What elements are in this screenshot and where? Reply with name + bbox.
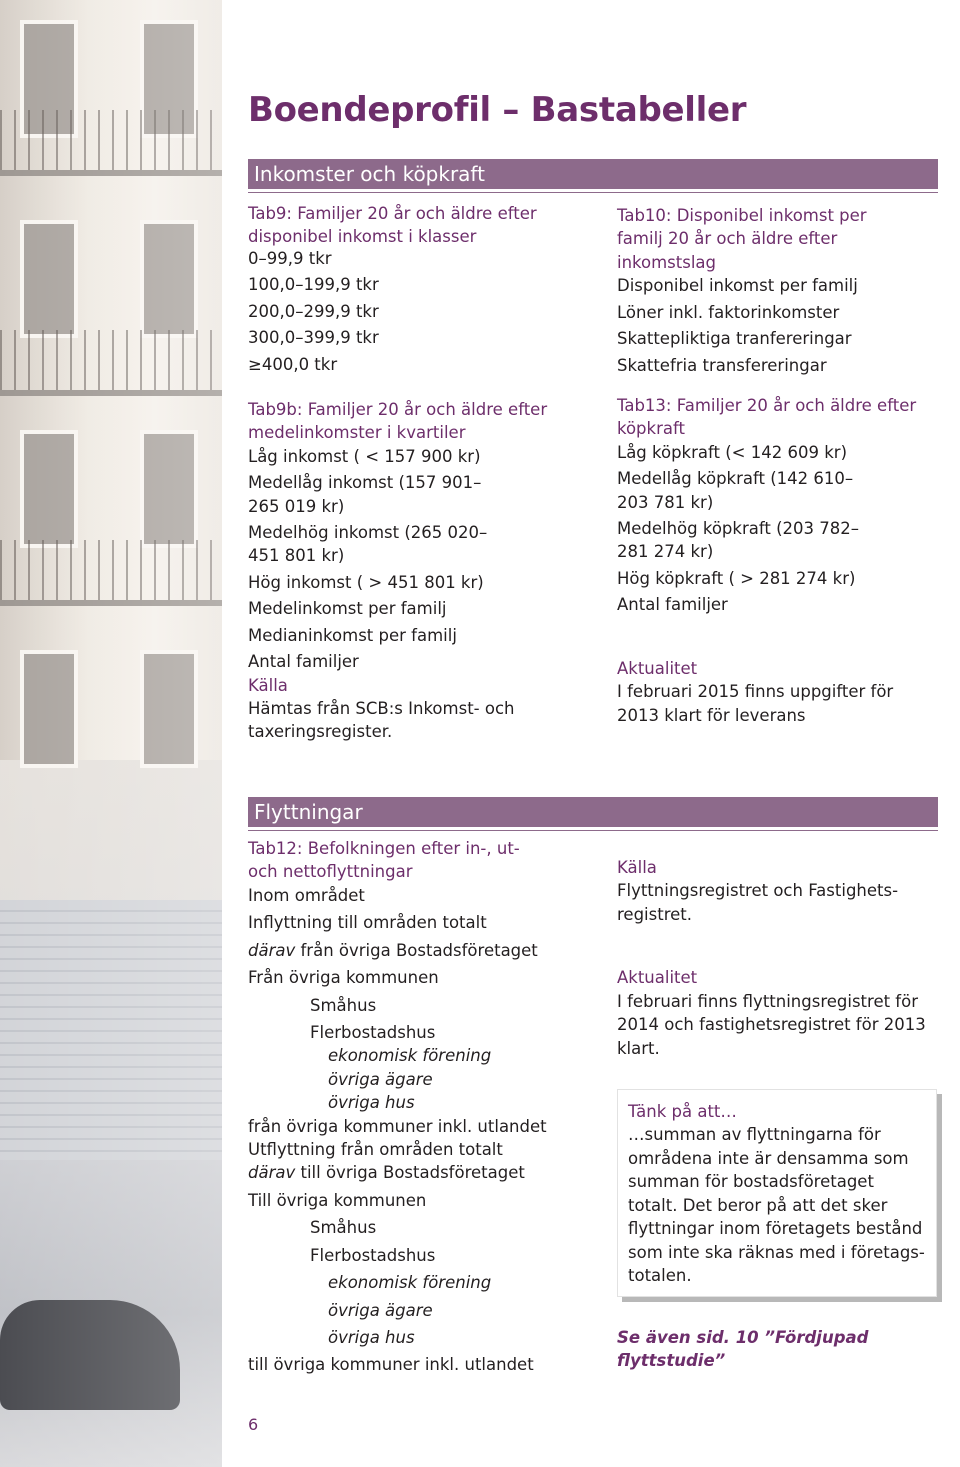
tab9b-row: 451 801 kr) (248, 546, 345, 566)
column-right-income (617, 204, 937, 727)
tip-text: …summan av flyttningarna för områdena inte är densamma som summan för bostadsföretaget totalt. Det beror på att det sker flyttningar inom företagets bestånd som inte ska räknas med i företags-totalen. (628, 1125, 925, 1285)
building-photo (0, 0, 222, 1467)
column-left-moves (248, 837, 588, 1377)
tip-box (617, 1089, 937, 1297)
tab12-heading: Tab12: Befolkningen efter in-, ut- och nettoflyttningar (248, 839, 520, 882)
tab13-row: 203 781 kr) (617, 492, 714, 512)
tab9b-heading: Tab9b: Familjer 20 år och äldre efter medelinkomster i kvartiler (248, 399, 548, 443)
tab9b-row: Medianinkomst per familj (248, 625, 457, 645)
tab9b-row: Medellåg inkomst (157 901– (248, 473, 482, 493)
tab9b-row: Medelhög inkomst (265 020– (248, 523, 488, 543)
tab10-heading: Tab10: Disponibel inkomst per familj 20 år och äldre efter inkomstslag (617, 206, 867, 272)
emphasis: därav (248, 1163, 296, 1183)
column-right-moves (617, 856, 937, 1060)
tab12-row: till övriga kommuner inkl. utlandet (248, 1355, 534, 1375)
tab9b-row: Hög inkomst ( > 451 801 kr) (248, 572, 484, 592)
tab12-row-text: till övriga Bostadsföretaget (295, 1163, 525, 1183)
source-label: Källa (248, 675, 288, 695)
tab12-row: från övriga kommuner inkl. utlandet (248, 1116, 547, 1136)
tab13-row: Antal familjer (617, 595, 728, 615)
tab12-row: Från övriga kommunen (248, 968, 439, 988)
section-heading-income: Inkomster och köpkraft (248, 159, 938, 189)
tab12-row: Småhus (310, 1218, 377, 1238)
tab13-row: Hög köpkraft ( > 281 274 kr) (617, 568, 856, 588)
tab13-row: Låg köpkraft (< 142 609 kr) (617, 442, 848, 462)
emphasis: därav (248, 940, 296, 960)
tab9b-row: Låg inkomst ( < 157 900 kr) (248, 446, 481, 466)
tab12-row-text: från övriga Bostadsföretaget (295, 940, 538, 960)
tip-heading: Tänk på att… (628, 1102, 737, 1121)
tab12-row: Inom området (248, 885, 365, 905)
source-text: Flyttningsregistret och Fastighets-registret. (617, 881, 899, 924)
tab13-row: Medellåg köpkraft (142 610– (617, 469, 854, 489)
tab9-row: 0–99,9 tkr (248, 248, 332, 268)
tab10-row: Skattepliktiga tranfereringar (617, 329, 852, 349)
updated-label: Aktualitet (617, 968, 698, 988)
tab12-row: övriga ägare (328, 1069, 433, 1089)
tab9-row: 100,0–199,9 tkr (248, 275, 379, 295)
see-also: Se även sid. 10 ”Fördjupad flyttstudie” (617, 1328, 869, 1371)
updated-text: I februari 2015 finns uppgifter för 2013 klart för leverans (617, 682, 894, 725)
tab9-row: 200,0–299,9 tkr (248, 301, 379, 321)
tab9b-row: Medelinkomst per familj (248, 599, 447, 619)
section-heading-moves: Flyttningar (248, 797, 938, 827)
tab13-heading: Tab13: Familjer 20 år och äldre efter köpkraft (617, 395, 917, 439)
tab12-row (248, 939, 588, 962)
tab10-row: Disponibel inkomst per familj (617, 276, 858, 296)
tab13-row: Medelhög köpkraft (203 782– (617, 519, 860, 539)
tab12-row (248, 1161, 588, 1184)
tab12-row: ekonomisk förening (328, 1273, 492, 1293)
tab9-row: 300,0–399,9 tkr (248, 328, 379, 348)
source-label: Källa (617, 858, 657, 877)
tab10-row: Skattefria transfereringar (617, 355, 827, 375)
tab9b-row: Antal familjer (248, 652, 359, 672)
tab12-row: Småhus (310, 995, 377, 1015)
updated-label: Aktualitet (617, 658, 698, 678)
source-text: Hämtas från SCB:s Inkomst- och taxeringsregister. (248, 699, 515, 742)
tab12-row: övriga ägare (328, 1300, 433, 1320)
updated-text: I februari finns flyttningsregistret för 2014 och fastighetsregistret för 2013 klart. (617, 991, 926, 1058)
tab12-row: Inflyttning till områden totalt (248, 913, 487, 933)
tab9b-row: 265 019 kr) (248, 496, 345, 516)
tab13-row: 281 274 kr) (617, 542, 714, 562)
tab12-row: ekonomisk förening (328, 1046, 492, 1066)
tab9-heading: Tab9: Familjer 20 år och äldre efter disponibel inkomst i klasser (248, 204, 537, 247)
page-title: Boendeprofil – Bastabeller (248, 90, 747, 130)
tab12-row: Till övriga kommunen (248, 1190, 427, 1210)
column-left-income (248, 202, 588, 744)
tab12-row: övriga hus (328, 1093, 415, 1113)
page-number: 6 (248, 1415, 259, 1434)
tab9-row: ≥400,0 tkr (248, 354, 338, 374)
tab12-row: Flerbostadshus (310, 1245, 436, 1265)
tab12-row: Flerbostadshus (310, 1022, 436, 1042)
tab12-row: Utflyttning från områden totalt (248, 1140, 503, 1160)
tab12-row: övriga hus (328, 1328, 415, 1348)
tab10-row: Löner inkl. faktorinkomster (617, 302, 840, 322)
